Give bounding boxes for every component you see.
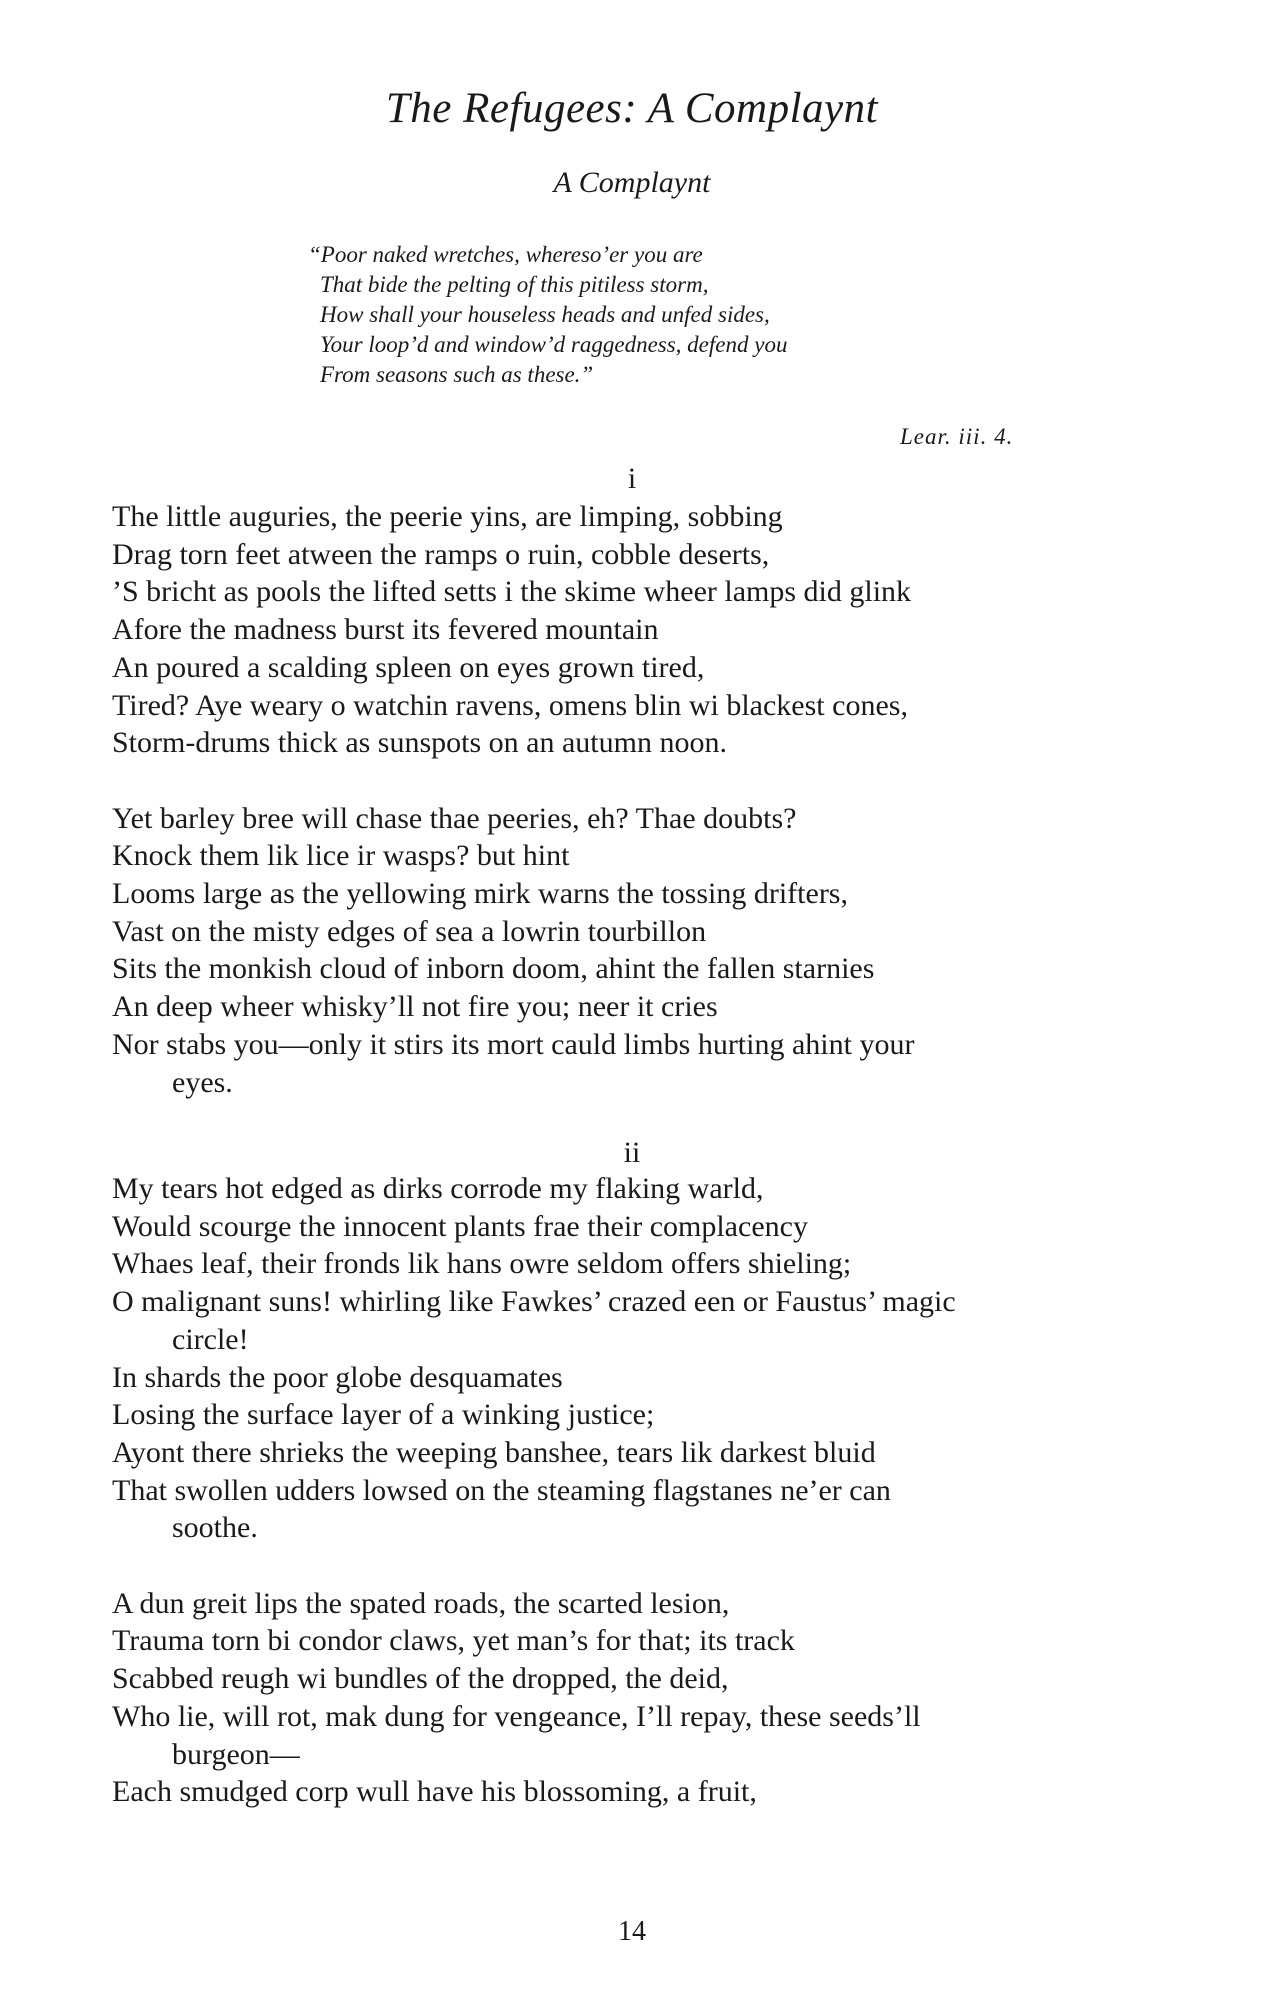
epigraph-line: How shall your houseless heads and unfed sides, <box>320 302 770 327</box>
epigraph-line: That bide the pelting of this pitiless storm, <box>320 272 709 297</box>
verse-line: That swollen udders lowsed on the steaming flagstanes ne’er can <box>112 1473 891 1507</box>
verse-line: Ayont there shrieks the weeping banshee, tears lik darkest bluid <box>112 1435 876 1469</box>
verse-line: Who lie, will rot, mak dung for vengeance, I’ll repay, these seeds’ll <box>112 1699 921 1733</box>
verse-line: My tears hot edged as dirks corrode my flaking warld, <box>112 1172 764 1205</box>
verse-line: Whaes leaf, their fronds lik hans owre seldom offers shieling; <box>112 1247 852 1281</box>
verse-line-continuation: circle! <box>172 1322 249 1356</box>
epigraph-line: Your loop’d and window’d raggedness, defend you <box>320 332 788 357</box>
section-ii-text <box>112 1170 1192 1811</box>
verse-line-continuation: burgeon— <box>172 1737 300 1771</box>
verse-line: Trauma torn bi condor claws, yet man’s for that; its track <box>112 1624 795 1658</box>
verse-line: An poured a scalding spleen on eyes grown tired, <box>112 650 705 684</box>
poem-title: The Refugees: A Complaynt <box>385 85 879 132</box>
epigraph <box>308 240 1040 390</box>
verse-line: Tired? Aye weary o watchin ravens, omens blin wi blackest cones, <box>112 688 908 722</box>
epigraph-attribution: Lear. iii. 4. <box>900 424 1014 449</box>
stanza-break <box>112 1547 1192 1585</box>
stanza-break <box>112 762 1192 800</box>
verse-line-continuation: soothe. <box>172 1511 258 1545</box>
verse-line: Sits the monkish cloud of inborn doom, ahint the fallen starnies <box>112 952 875 986</box>
section-i-text <box>112 498 1192 1101</box>
verse-line: The little auguries, the peerie yins, are limping, sobbing <box>112 500 783 533</box>
verse-line: Looms large as the yellowing mirk warns the tossing drifters, <box>112 877 848 911</box>
verse-line: Drag torn feet atween the ramps o ruin, cobble deserts, <box>112 537 770 571</box>
verse-line: Losing the surface layer of a winking justice; <box>112 1398 655 1432</box>
verse-line: In shards the poor globe desquamates <box>112 1360 563 1394</box>
verse-line: Would scourge the innocent plants frae their complacency <box>112 1209 808 1243</box>
verse-line: Knock them lik lice ir wasps? but hint <box>112 839 570 873</box>
epigraph-line: From seasons such as these.” <box>320 362 594 387</box>
page-number: 14 <box>618 1916 646 1947</box>
verse-line: Nor stabs you—only it stirs its mort cauld limbs hurting ahint your <box>112 1027 915 1061</box>
section-number-ii: ii <box>623 1136 641 1169</box>
verse-line: ’S bricht as pools the lifted setts i the skime wheer lamps did glink <box>112 575 912 609</box>
section-number-i: i <box>627 462 637 495</box>
verse-line: A dun greit lips the spated roads, the scarted lesion, <box>112 1586 730 1620</box>
verse-line: Storm-drums thick as sunspots on an autumn noon. <box>112 726 727 760</box>
verse-line-continuation: eyes. <box>172 1065 233 1099</box>
verse-line: An deep wheer whisky’ll not fire you; neer it cries <box>112 990 718 1024</box>
verse-line: Each smudged corp wull have his blossoming, a fruit, <box>112 1775 757 1809</box>
epigraph-line: “Poor naked wretches, whereso’er you are <box>308 242 703 267</box>
verse-line: Vast on the misty edges of sea a lowrin tourbillon <box>112 914 707 948</box>
verse-line: Afore the madness burst its fevered mountain <box>112 613 659 647</box>
poem-subtitle: A Complaynt <box>553 166 711 199</box>
verse-line: O malignant suns! whirling like Fawkes’ crazed een or Faustus’ magic <box>112 1285 956 1319</box>
verse-line: Yet barley bree will chase thae peeries, eh? Thae doubts? <box>112 801 797 835</box>
verse-line: Scabbed reugh wi bundles of the dropped, the deid, <box>112 1662 729 1696</box>
